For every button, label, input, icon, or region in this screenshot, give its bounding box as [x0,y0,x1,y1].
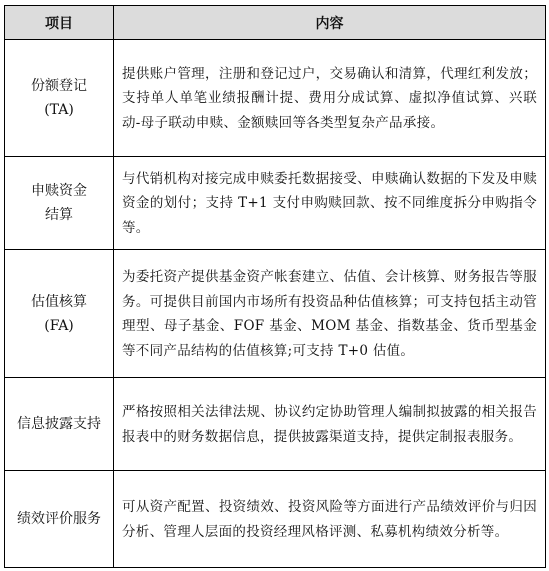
content-cell: 与代销机构对接完成申赎委托数据接受、申赎确认数据的下发及申赎资金的划付；支持 T+1 支付申购赎回款、按不同维度拆分申购指令等。 [114,157,546,250]
table-row [5,40,546,157]
service-table [4,5,546,568]
table-header-row [5,6,546,40]
item-cell [5,250,114,378]
header-item: 项目 [5,6,114,40]
item-cell [5,471,114,568]
item-label-continued: 结算 [45,207,73,223]
content-cell: 提供账户管理，注册和登记过户，交易确认和清算，代理红利发放；支持单人单笔业绩报酬计提、费用分成试算、虚拟净值试算、兴联动-母子联动申赎、金额赎回等各类型复杂产品承接。 [114,40,546,157]
table-row [5,157,546,250]
content-cell: 为委托资产提供基金资产帐套建立、估值、会计核算、财务报告等服务。可提供目前国内市场所有投资品种估值核算；可支持包括主动管理型、母子基金、FOF 基金、MOM 基金、指数基金、货币型基金等不同产品结构的估值核算;可支持 T+0 估值。 [114,250,546,378]
item-label: 份额登记 [31,78,87,94]
table-row [5,471,546,568]
item-cell [5,157,114,250]
item-cell [5,40,114,157]
item-label: 绩效评价服务 [17,511,101,527]
table-row [5,378,546,471]
item-cell [5,378,114,471]
item-label: 申赎资金 [31,183,87,199]
item-label: 估值核算 [31,293,87,310]
content-cell: 严格按照相关法律法规、协议约定协助管理人编制拟披露的相关报告报表中的财务数据信息，提供披露渠道支持，提供定制报表服务。 [114,378,546,471]
content-cell: 可从资产配置、投资绩效、投资风险等方面进行产品绩效评价与归因分析、管理人层面的投资经理风格评测、私募机构绩效分析等。 [114,471,546,568]
item-abbreviation: (TA) [44,102,74,118]
item-label: 信息披露支持 [17,416,101,432]
header-content: 内容 [114,6,546,40]
item-abbreviation: (FA) [44,317,74,334]
table-row [5,250,546,378]
